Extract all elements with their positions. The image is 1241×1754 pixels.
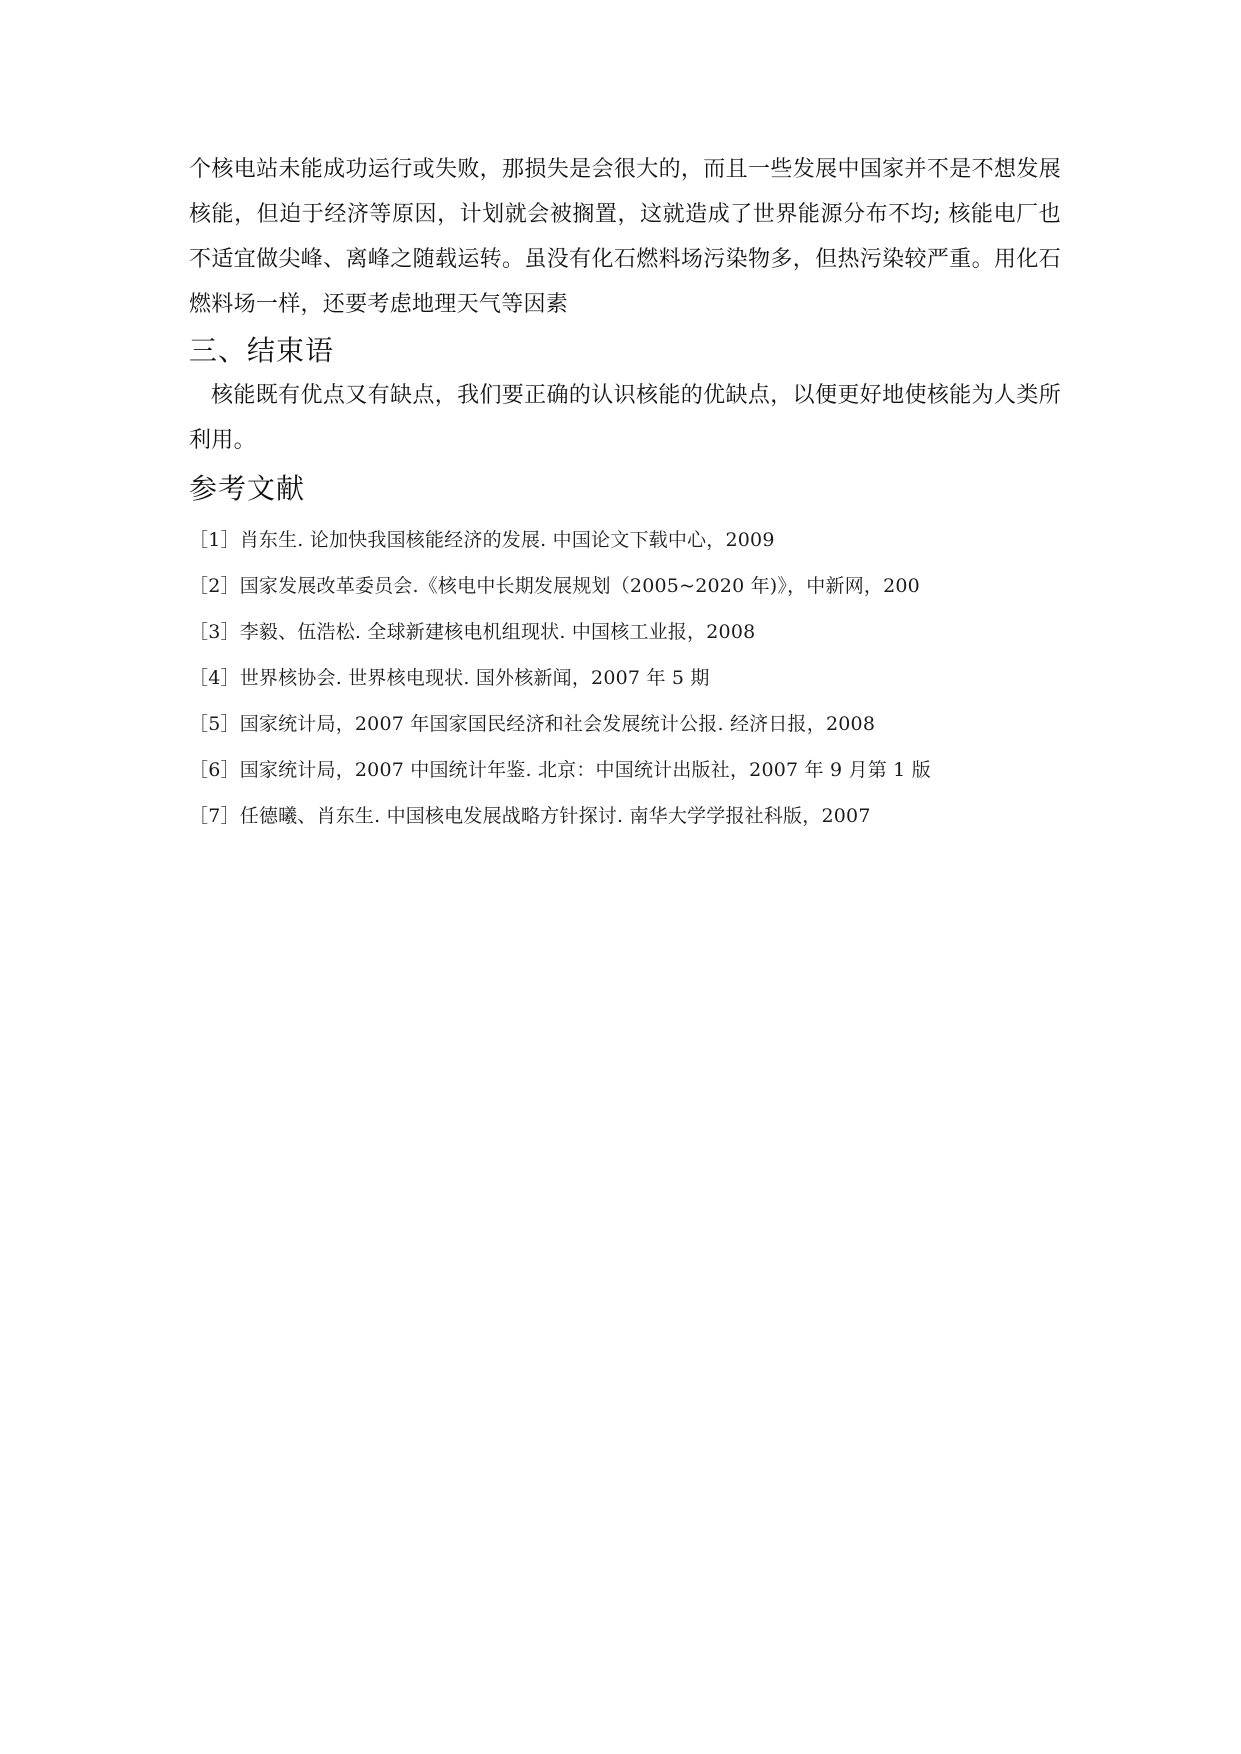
reference-item-6: ［6］国家统计局，2007 中国统计年鉴. 北京：中国统计出版社，2007 年 9 月第 1 版 — [189, 759, 931, 781]
reference-item-5: ［5］国家统计局，2007 年国家国民经济和社会发展统计公报. 经济日报，2008 — [189, 713, 876, 735]
reference-item-3: ［3］李毅、伍浩松. 全球新建核电机组现状. 中国核工业报，2008 — [189, 621, 756, 643]
conclusion-heading: 三、结束语 — [189, 334, 335, 367]
reference-list — [189, 517, 1061, 839]
reference-item-1: ［1］肖东生. 论加快我国核能经济的发展. 中国论文下载中心，2009 — [189, 529, 775, 551]
page-content — [189, 147, 1061, 839]
reference-item-7: ［7］任德曦、肖东生. 中国核电发展战略方针探讨. 南华大学学报社科版，2007 — [189, 805, 871, 827]
references-heading: 参考文献 — [189, 472, 306, 505]
reference-item-4: ［4］世界核协会. 世界核电现状. 国外核新闻，2007 年 5 期 — [189, 667, 710, 689]
continued-paragraph: 个核电站未能成功运行或失败，那损失是会很大的，而且一些发展中国家并不是不想发展核能，但迫于经济等原因，计划就会被搁置，这就造成了世界能源分布不均; 核能电厂也不适宜做尖峰、离峰之随载运转。虽没有化石燃料场污染物多，但热污染较严重。用化石燃料场一样，还要考虑地理天气等因素 — [189, 157, 1061, 317]
conclusion-paragraph: 核能既有优点又有缺点，我们要正确的认识核能的优缺点，以便更好地使核能为人类所利用。 — [189, 383, 1061, 453]
reference-item-2: ［2］国家发展改革委员会.《核电中长期发展规划（2005~2020 年)》，中新网，200 — [189, 575, 920, 597]
